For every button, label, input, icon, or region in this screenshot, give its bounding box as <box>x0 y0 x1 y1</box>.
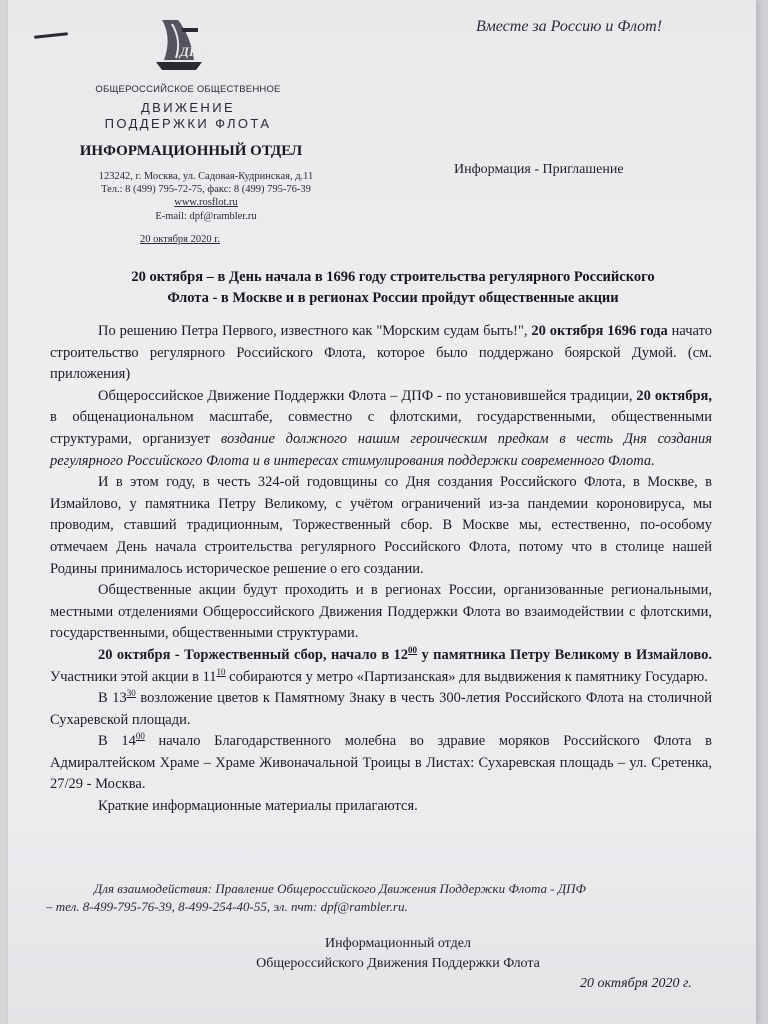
header-date: 20 октября 2020 г. <box>139 234 221 245</box>
coordination-line2: – тел. 8-499-795-76-39, 8-499-254-40-55, эл. пчт: dpf@rambler.ru. <box>46 899 408 914</box>
body-text <box>50 321 712 818</box>
paragraph-8: Краткие информационные материалы прилагаются. <box>98 798 418 815</box>
paragraph-3: И в этом году, в честь 324-ой годовщины со Дня создания Российского Флота, в Москве, в Измайлово, у памятника Петру Великому, с учётом ограничений из-за пандемии короновируса, мы проводим, ставший традиционным, Торжественный сбор. В Москве мы, естественно, по-особому отмечаем День начала строительства регулярного Российского Флота, потому что в столице нашей Родины принималось историческое решение о его создании. <box>50 474 712 577</box>
paragraph-4: Общественные акции будут проходить и в регионах России, организованные региональными, местными отделениями Общероссийского Движения Поддержки Флота во взаимодействии с флотскими, государственными, общественными структурами. <box>50 582 712 642</box>
headline-line2: Флота - в Москве и в регионах России пройдут общественные акции <box>167 290 619 306</box>
document-type: Информация - Приглашение <box>454 162 624 177</box>
paragraph-7: В $14^{00}$ начало Благодарственного молебна во здравие моряков Российского Флота в Адмиралтейском Храме – Храме Живоначальной Троицы в Листах: Сухаревская площадь – ул. Сретенка, 27/29 - Москва. <box>50 731 712 793</box>
paragraph-2: Общероссийское Движение Поддержки Флота – ДПФ - по установившейся традиции, 20 октября, в общенациональном масштабе, совместно с флотскими, государственными, общественными структурами, организует воздание должного нашим героическим предкам в честь Дня создания регулярного Российского Флота и в интересах стимулирования поддержки современного Флота. <box>50 387 712 469</box>
document-page <box>8 0 756 1024</box>
org-top-line: ОБЩЕРОССИЙСКОЕ ОБЩЕСТВЕННОЕ <box>95 84 281 95</box>
paragraph-6: В $13^{30}$ возложение цветов к Памятному Знаку в честь 300-летия Российского Флота на столичной Сухаревской площади. <box>50 688 713 728</box>
email[interactable]: E-mail: dpf@rambler.ru <box>155 210 257 222</box>
pen-mark <box>34 32 68 39</box>
org-name-line2: ПОДДЕРЖКИ ФЛОТА <box>104 116 272 131</box>
org-name-line1: ДВИЖЕНИЕ <box>140 100 236 115</box>
signature-line2: Общероссийского Движения Поддержки Флота <box>256 956 540 971</box>
motto: Вместе за Россию и Флот! <box>476 18 663 35</box>
paragraph-1: По решению Петра Первого, известного как "Морским судам быть!", 20 октября 1696 года начато строительство регулярного Российского Флота, которое было поддержано боярской Думой. (см. приложения) <box>50 323 712 383</box>
org-name <box>68 100 308 132</box>
logo-ship-icon <box>148 14 210 76</box>
address: 123242, г. Москва, ул. Садовая-Кудринская, д.11 <box>98 171 314 182</box>
coordination-note <box>46 880 718 916</box>
coordination-line1: Для взаимодействия: Правление Общероссийского Движения Поддержки Флота - ДПФ <box>94 881 586 896</box>
contact-block <box>86 170 326 223</box>
signature-line1: Информационный отдел <box>325 936 471 951</box>
logo-letters: ДПФ <box>180 44 210 59</box>
signature-block <box>178 934 618 974</box>
footer-date: 20 октября 2020 г. <box>580 976 692 991</box>
headline <box>68 267 718 309</box>
headline-line1: 20 октября – в День начала в 1696 году строительства регулярного Российского <box>131 269 655 285</box>
paragraph-5: 20 октября - Торжественный сбор, начало в $12^{00}$ у памятника Петру Великому в Измайлово. Участники этой акции в $11^{10}$ собираются у метро «Партизанская» для выдвижения к памятнику Государю. <box>50 644 712 685</box>
department-title: ИНФОРМАЦИОННЫЙ ОТДЕЛ <box>79 143 303 159</box>
phones: Тел.: 8 (499) 795-72-75, факс: 8 (499) 795-76-39 <box>101 184 311 196</box>
website-link[interactable]: www.rosflot.ru <box>174 197 238 209</box>
